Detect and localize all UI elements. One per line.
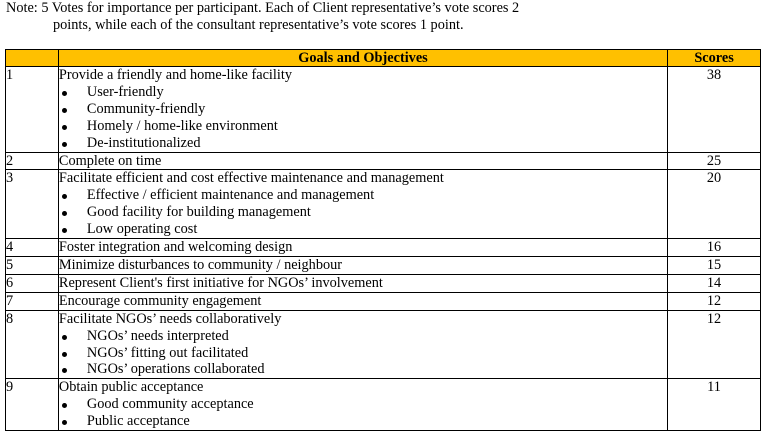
bullet-dot-icon xyxy=(62,403,67,408)
voting-note-line-1: Note: 5 Votes for importance per participant. Each of Client representative’s vote scores 2 xyxy=(6,0,520,16)
goal-bullet-item xyxy=(59,328,667,345)
goal-title: Facilitate efficient and cost effective maintenance and management xyxy=(58,170,444,187)
table-row xyxy=(6,274,761,292)
goal-title: Foster integration and welcoming design xyxy=(58,239,293,256)
table-row xyxy=(6,310,761,379)
score-cell: 12 xyxy=(668,292,761,310)
goal-bullet-text: Homely / home-like environment xyxy=(86,117,278,134)
row-number: 2 xyxy=(6,152,59,170)
goal-bullet-item xyxy=(59,221,667,238)
goal-cell xyxy=(58,274,667,292)
bullet-dot-icon xyxy=(62,352,67,357)
goal-bullet-list xyxy=(59,187,667,238)
goal-bullet-text: NGOs’ fitting out facilitated xyxy=(86,344,249,361)
score-cell: 20 xyxy=(668,170,761,239)
goal-title: Obtain public acceptance xyxy=(58,379,204,396)
goal-bullet-item xyxy=(59,345,667,362)
table-header-row xyxy=(6,50,761,67)
goal-bullet-text: Good facility for building management xyxy=(86,204,311,221)
header-scores: Scores xyxy=(668,50,761,67)
goal-bullet-list xyxy=(59,396,667,430)
goal-bullet-text: NGOs’ needs interpreted xyxy=(86,327,229,344)
goal-title: Facilitate NGOs’ needs collaboratively xyxy=(58,310,282,327)
table-row xyxy=(6,170,761,239)
goal-bullet-item xyxy=(59,361,667,378)
goal-title: Provide a friendly and home-like facility xyxy=(58,67,292,83)
table-body xyxy=(6,67,761,431)
goal-title: Encourage community engagement xyxy=(58,292,262,309)
bullet-dot-icon xyxy=(62,211,67,216)
table-row xyxy=(6,239,761,257)
row-number: 3 xyxy=(6,170,59,239)
goals-objectives-table xyxy=(5,49,761,431)
goal-bullet-item xyxy=(59,187,667,204)
score-cell: 14 xyxy=(668,274,761,292)
goal-bullet-item xyxy=(59,396,667,413)
goal-cell xyxy=(58,239,667,257)
goal-bullet-text: Public acceptance xyxy=(86,413,190,430)
goal-title: Represent Client's first initiative for NGOs’ involvement xyxy=(58,274,383,291)
bullet-dot-icon xyxy=(62,142,67,147)
score-cell: 38 xyxy=(668,67,761,153)
row-number: 1 xyxy=(6,67,59,153)
score-cell: 25 xyxy=(668,152,761,170)
row-number: 5 xyxy=(6,256,59,274)
goal-bullet-item xyxy=(59,413,667,430)
row-number: 9 xyxy=(6,379,59,431)
goal-cell xyxy=(58,310,667,379)
goal-bullet-item xyxy=(59,101,667,118)
goal-bullet-list xyxy=(59,84,667,152)
table-row xyxy=(6,67,761,153)
goal-bullet-item xyxy=(59,84,667,101)
row-number: 7 xyxy=(6,292,59,310)
header-goals: Goals and Objectives xyxy=(58,50,667,67)
row-number: 8 xyxy=(6,310,59,379)
goal-bullet-text: Good community acceptance xyxy=(86,396,254,413)
goal-title: Minimize disturbances to community / neighbour xyxy=(58,256,343,273)
goal-cell xyxy=(58,256,667,274)
voting-note-line-2: points, while each of the consultant representative’s vote scores 1 point. xyxy=(53,17,464,33)
goal-bullet-text: Low operating cost xyxy=(86,221,198,238)
goal-cell xyxy=(58,170,667,239)
goal-bullet-item xyxy=(59,118,667,135)
score-cell: 12 xyxy=(668,310,761,379)
row-number: 6 xyxy=(6,274,59,292)
goal-cell xyxy=(58,292,667,310)
score-cell: 16 xyxy=(668,239,761,257)
bullet-dot-icon xyxy=(62,335,67,340)
goal-cell xyxy=(58,67,667,153)
header-number xyxy=(6,50,59,67)
goal-bullet-text: User-friendly xyxy=(86,83,164,100)
goal-bullet-text: Effective / efficient maintenance and management xyxy=(86,187,375,204)
goal-bullet-item xyxy=(59,135,667,152)
bullet-dot-icon xyxy=(62,228,67,233)
table-row xyxy=(6,152,761,170)
goal-bullet-text: Community-friendly xyxy=(86,100,206,117)
bullet-dot-icon xyxy=(62,125,67,130)
row-number: 4 xyxy=(6,239,59,257)
goal-cell xyxy=(58,152,667,170)
goal-bullet-list xyxy=(59,328,667,379)
table-row xyxy=(6,256,761,274)
bullet-dot-icon xyxy=(62,108,67,113)
score-cell: 15 xyxy=(668,256,761,274)
voting-note xyxy=(6,0,761,34)
score-cell: 11 xyxy=(668,379,761,431)
bullet-dot-icon xyxy=(62,194,67,199)
bullet-dot-icon xyxy=(62,91,67,96)
goal-bullet-text: NGOs’ operations collaborated xyxy=(86,361,265,378)
goal-bullet-text: De-institutionalized xyxy=(86,134,201,151)
goal-bullet-item xyxy=(59,204,667,221)
goal-title: Complete on time xyxy=(58,152,162,169)
table-row xyxy=(6,292,761,310)
bullet-dot-icon xyxy=(62,368,67,373)
